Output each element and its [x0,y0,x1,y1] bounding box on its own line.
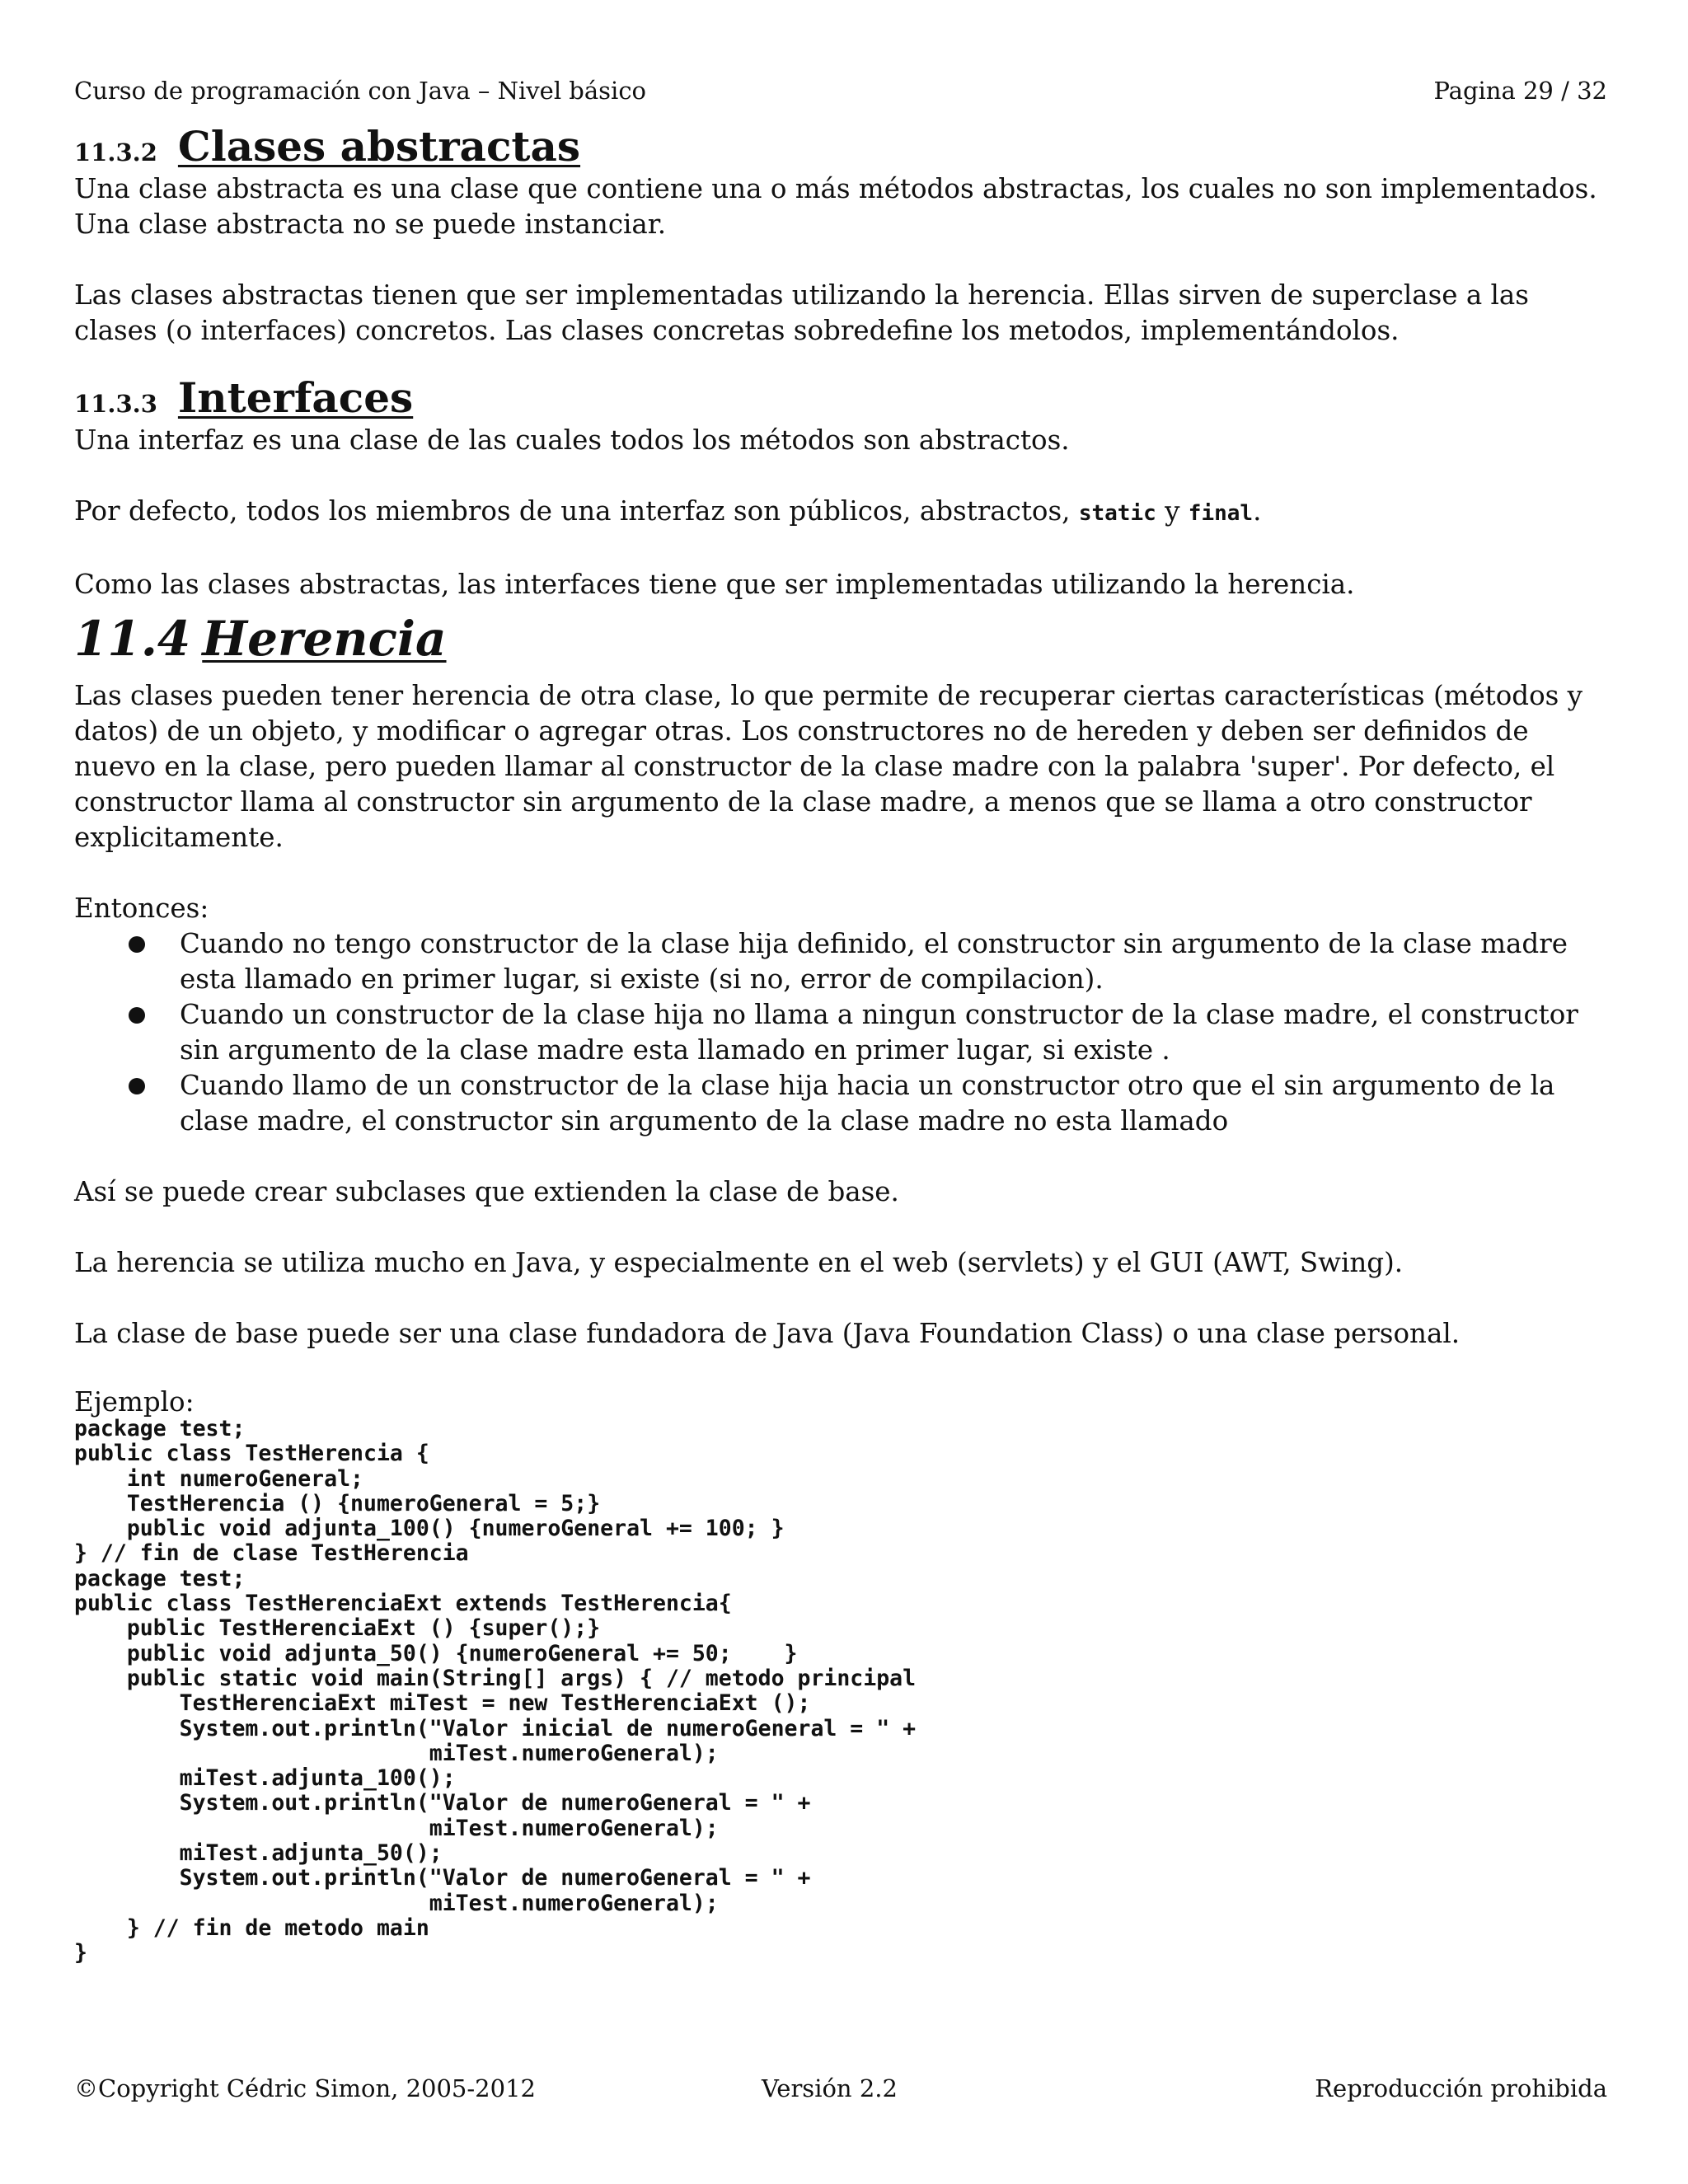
paragraph: Las clases abstractas tienen que ser implementadas utilizando la herencia. Ellas sirven de superclase a las clases (o interfaces) concretos. Las clases concretas sobredefine los metodos, implementándolos. [74,279,1529,346]
paragraph: La herencia se utiliza mucho en Java, y especialmente en el web (servlets) y el GUI (AWT, Swing). [74,1247,1404,1278]
paragraph: Así se puede crear subclases que extienden la clase de base. [74,1176,899,1207]
page-footer [74,2074,1607,2103]
section-number: 11.4 [74,611,191,667]
inline-code-final: final [1188,501,1254,526]
bullet-list [74,926,1607,1139]
header-course-title: Curso de programación con Java – Nivel básico [74,77,647,105]
paragraph-interface-members: Por defecto, todos los miembros de una interfaz son públicos, abstractos, static y final. [74,495,1262,527]
section-heading-11-3-2 [74,122,1607,171]
section-title: Herencia [202,611,447,667]
paragraph: Una interfaz es una clase de las cuales todos los métodos son abstractos. [74,424,1070,456]
bullet-icon [129,1007,145,1024]
page-header [74,76,1607,105]
inline-code-static: static [1078,501,1156,526]
footer-notice: Reproducción prohibida [1315,2074,1607,2102]
paragraph-ejemplo: Ejemplo: [74,1386,195,1418]
document-page [74,0,1607,2184]
footer-copyright: ©Copyright Cédric Simon, 2005-2012 [74,2074,536,2102]
code-block: package test; public class TestHerencia { int numeroGeneral; TestHerencia () {numeroGeneral = 5;} public void adjunta_100() {numeroGeneral += 100; } } // fin de clase TestHerencia package test; public class TestHerenciaExt extends TestHerencia{ public TestHerenciaExt () {super();} public void adjunta_50() {numeroGeneral += 50; } public static void main(String[] args) { // metodo principal TestHerenciaExt miTest = new TestHerenciaExt (); System.out.println("Valor inicial de numeroGeneral = " + miTest.numeroGeneral); miTest.adjunta_100(); System.out.println("Valor de numeroGeneral = " + miTest.numeroGeneral); miTest.adjunta_50(); System.out.println("Valor de numeroGeneral = " + miTest.numeroGeneral); } // fin de metodo main } [74,1416,917,1966]
page-content [74,122,1607,1966]
section-number: 11.3.3 [74,390,157,418]
section-number: 11.3.2 [74,138,157,166]
paragraph: La clase de base puede ser una clase fundadora de Java (Java Foundation Class) o una clase personal. [74,1318,1461,1349]
list-item: Cuando no tengo constructor de la clase hija definido, el constructor sin argumento de la clase madre esta llamado en primer lugar, si existe (si no, error de compilacion). [180,926,1607,997]
section-title: Clases abstractas [177,122,581,171]
bullet-icon [129,936,145,953]
footer-version: Versión 2.2 [762,2074,898,2102]
list-item: Cuando llamo de un constructor de la clase hija hacia un constructor otro que el sin argumento de la clase madre, el constructor sin argumento de la clase madre no esta llamado [180,1068,1607,1139]
paragraph-entonces: Entonces: [74,893,209,924]
section-heading-11-4 [74,611,1607,678]
paragraph: Una clase abstracta es una clase que contiene una o más métodos abstractas, los cuales no son implementados. Una clase abstracta no se puede instanciar. [74,173,1597,240]
section-title: Interfaces [177,373,414,422]
bullet-icon [129,1078,145,1094]
header-page-number: Pagina 29 / 32 [1433,77,1607,105]
list-item: Cuando un constructor de la clase hija no llama a ningun constructor de la clase madre, el constructor sin argumento de la clase madre esta llamado en primer lugar, si existe . [180,997,1607,1068]
paragraph: Las clases pueden tener herencia de otra clase, lo que permite de recuperar ciertas características (métodos y datos) de un objeto, y modificar o agregar otras. Los constructores no de hereden y deben ser definidos de nuevo en la clase, pero pueden llamar al constructor de la clase madre con la palabra 'super'. Por defecto, el constructor llama al constructor sin argumento de la clase madre, a menos que se llama a otro constructor explicitamente. [74,680,1583,853]
paragraph: Como las clases abstractas, las interfaces tiene que ser implementadas utilizando la herencia. [74,569,1355,600]
section-heading-11-3-3 [74,373,1607,423]
